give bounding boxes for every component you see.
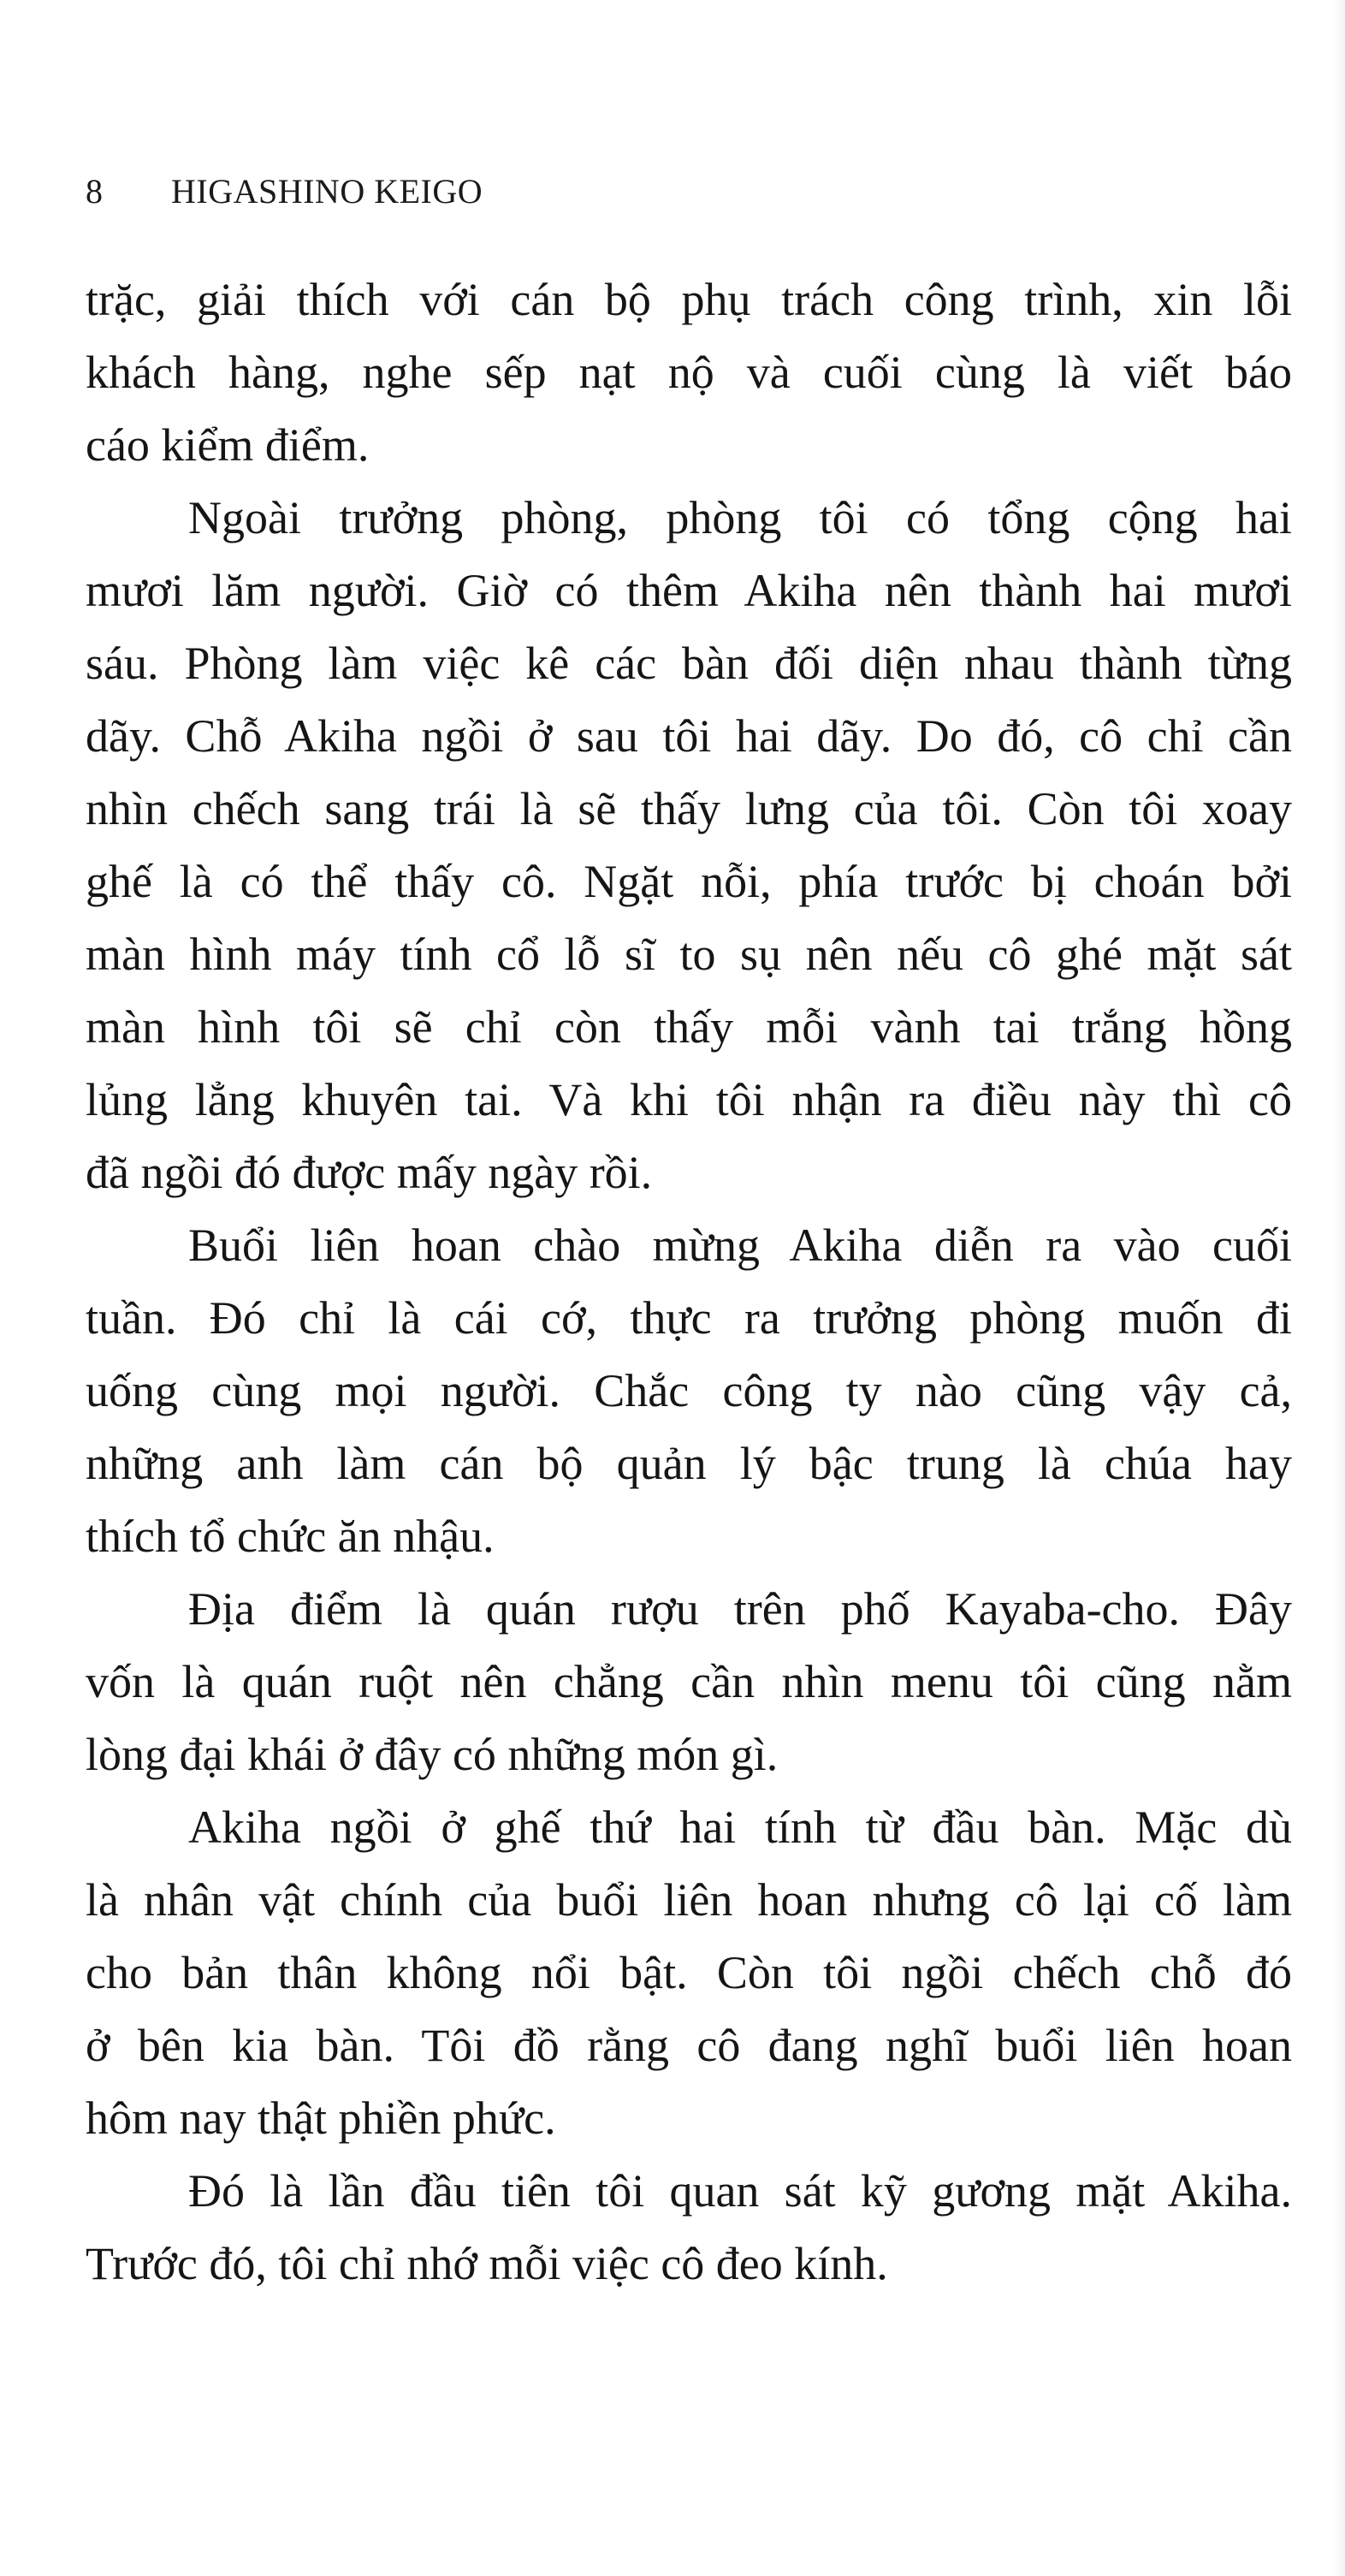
text-line: tuần. Đó chỉ là cái cớ, thực ra trưởng phòng muốn đi — [86, 1292, 1292, 1344]
text-line: Buổi liên hoan chào mừng Akiha diễn ra vào cuối — [188, 1220, 1292, 1271]
paragraph — [86, 1209, 1292, 1573]
running-header — [86, 169, 483, 212]
text-line: cáo kiểm điểm. — [86, 419, 370, 471]
text-line: những anh làm cán bộ quản lý bậc trung là chúa hay — [86, 1438, 1292, 1489]
text-line: là nhân vật chính của buổi liên hoan nhưng cô lại cố làm — [86, 1874, 1292, 1926]
text-line: uống cùng mọi người. Chắc công ty nào cũng vậy cả, — [86, 1365, 1292, 1416]
text-line: khách hàng, nghe sếp nạt nộ và cuối cùng là viết báo — [86, 347, 1292, 398]
paragraph — [86, 1791, 1292, 2155]
body-text — [86, 264, 1292, 2300]
text-line: nhìn chếch sang trái là sẽ thấy lưng của tôi. Còn tôi xoay — [86, 783, 1292, 834]
paragraph — [86, 2155, 1292, 2300]
page-edge-shadow — [1333, 0, 1345, 2576]
text-line: Akiha ngồi ở ghế thứ hai tính từ đầu bàn. Mặc dù — [188, 1801, 1292, 1853]
page-number: 8 — [86, 171, 104, 211]
text-line: màn hình tôi sẽ chỉ còn thấy mỗi vành tai trắng hồng — [86, 1001, 1292, 1053]
text-line: Trước đó, tôi chỉ nhớ mỗi việc cô đeo kính. — [86, 2238, 888, 2289]
text-line: vốn là quán ruột nên chẳng cần nhìn menu tôi cũng nằm — [86, 1656, 1292, 1707]
text-line: ở bên kia bàn. Tôi đồ rằng cô đang nghĩ buổi liên hoan — [86, 2020, 1292, 2071]
text-line: màn hình máy tính cổ lỗ sĩ to sụ nên nếu cô ghé mặt sát — [86, 929, 1292, 980]
text-line: thích tổ chức ăn nhậu. — [86, 1511, 495, 1562]
text-line: dãy. Chỗ Akiha ngồi ở sau tôi hai dãy. Do đó, cô chỉ cần — [86, 710, 1292, 762]
author-name: HIGASHINO KEIGO — [171, 171, 483, 211]
paragraph — [86, 482, 1292, 1209]
text-line: sáu. Phòng làm việc kê các bàn đối diện nhau thành từng — [86, 638, 1292, 689]
text-line: lòng đại khái ở đây có những món gì. — [86, 1729, 779, 1780]
text-line: hôm nay thật phiền phức. — [86, 2092, 556, 2144]
text-line: lủng lẳng khuyên tai. Và khi tôi nhận ra điều này thì cô — [86, 1074, 1292, 1125]
text-line: Đó là lần đầu tiên tôi quan sát kỹ gương mặt Akiha. — [188, 2165, 1292, 2217]
paragraph — [86, 1573, 1292, 1791]
text-line: ghế là có thể thấy cô. Ngặt nỗi, phía trước bị choán bởi — [86, 856, 1292, 907]
text-line: Địa điểm là quán rượu trên phố Kayaba-cho. Đây — [188, 1583, 1292, 1635]
paragraph — [86, 264, 1292, 482]
text-line: cho bản thân không nổi bật. Còn tôi ngồi chếch chỗ đó — [86, 1947, 1292, 1998]
text-line: trặc, giải thích với cán bộ phụ trách công trình, xin lỗi — [86, 274, 1292, 325]
text-line: đã ngồi đó được mấy ngày rồi. — [86, 1147, 653, 1198]
text-line: mươi lăm người. Giờ có thêm Akiha nên thành hai mươi — [86, 565, 1292, 616]
text-line: Ngoài trưởng phòng, phòng tôi có tổng cộng hai — [188, 492, 1292, 543]
